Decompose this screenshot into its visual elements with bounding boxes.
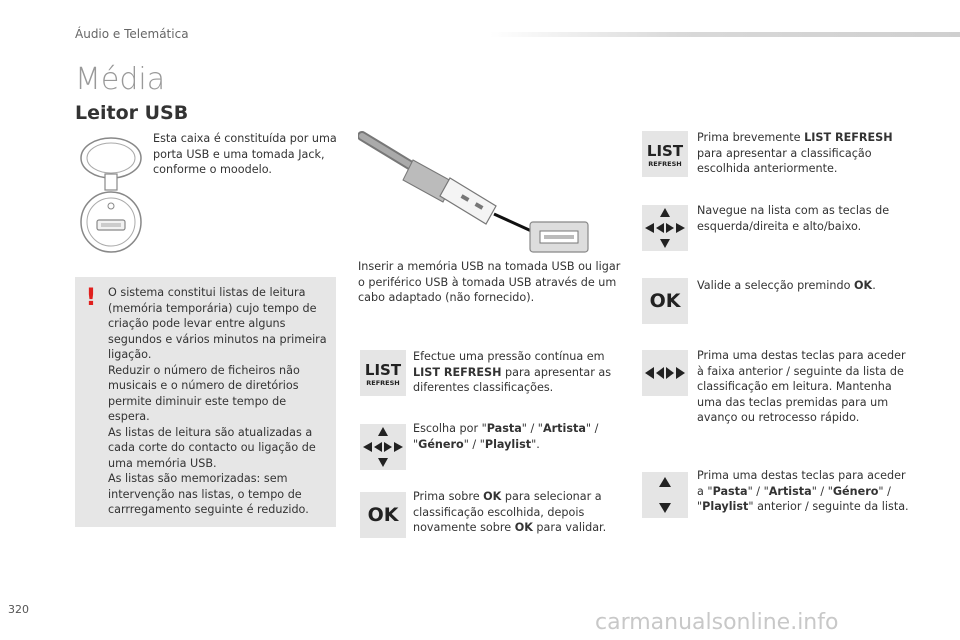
middle-list-refresh-text bbox=[413, 349, 618, 396]
ok-key-right bbox=[642, 278, 688, 324]
text-bold: OK bbox=[854, 279, 873, 292]
usb-box-illustration bbox=[76, 134, 146, 258]
text-part: . bbox=[872, 279, 876, 292]
warning-paragraph-3: As listas de leitura são atualizadas a cada corte do contacto ou ligação de uma memória USB. bbox=[108, 425, 316, 470]
refresh-label: REFRESH bbox=[366, 379, 400, 387]
four-way-arrows-icon bbox=[643, 206, 687, 250]
text-bold: OK bbox=[514, 521, 533, 534]
text-bold: Género bbox=[418, 437, 464, 451]
text-bold: Playlist bbox=[484, 437, 532, 451]
text-part: ". bbox=[531, 437, 540, 451]
four-way-arrows-icon bbox=[361, 425, 405, 469]
right-list-refresh-text bbox=[697, 130, 902, 177]
text-bold: Artista bbox=[768, 484, 812, 498]
ok-key bbox=[360, 492, 406, 538]
text-part: " / " bbox=[521, 422, 543, 435]
right-lr-keys-text: Prima uma destas teclas para aceder à faixa anterior / seguinte da lista de classificação em leitura. Mantenha uma das teclas premidas para um avanço ou retrocesso rápido. bbox=[697, 349, 906, 424]
text-part: " / " bbox=[747, 484, 769, 498]
list-refresh-key-right bbox=[642, 131, 688, 177]
four-way-arrow-key bbox=[360, 424, 406, 470]
warning-paragraph-2: Reduzir o número de ficheiros não musicais e o número de diretórios permite diminuir este tempo de espera. bbox=[108, 363, 300, 423]
text-part: para apresentar a classificação escolhida anteriormente. bbox=[697, 146, 872, 175]
text-part: para apresentar as diferentes classificações. bbox=[413, 365, 612, 394]
right-ud-keys-text bbox=[697, 468, 909, 515]
text-bold: Género bbox=[832, 484, 879, 498]
up-down-arrows-icon bbox=[653, 473, 677, 517]
ok-label: OK bbox=[367, 504, 399, 526]
text-part: " / " bbox=[463, 437, 485, 451]
left-right-arrow-key bbox=[642, 350, 688, 396]
text-part: para selecionar a classificação escolhida, depois novamente sobre bbox=[413, 490, 602, 534]
list-refresh-key bbox=[360, 350, 406, 396]
subsection-title: Leitor USB bbox=[75, 102, 189, 124]
text-bold: LIST REFRESH bbox=[804, 131, 893, 144]
warning-paragraph-4: As listas são memorizadas: sem intervenção nas listas, o tempo de carrregamento seguinte é reduzido. bbox=[108, 472, 309, 516]
text-part: Valide a selecção premindo bbox=[697, 279, 855, 292]
ok-label: OK bbox=[649, 290, 681, 312]
text-part: " anterior / seguinte da lista. bbox=[748, 500, 909, 513]
text-bold: Playlist bbox=[702, 500, 749, 513]
warning-paragraph-1: O sistema constitui listas de leitura (memória temporária) cujo tempo de criação pode levar entre alguns segundos e vários minutos na primeira ligação. bbox=[108, 286, 327, 361]
page-number: 320 bbox=[8, 603, 29, 616]
middle-choose-text bbox=[413, 421, 618, 452]
text-part: Prima sobre bbox=[413, 490, 484, 503]
text-part: " / " bbox=[413, 422, 599, 451]
refresh-label: REFRESH bbox=[648, 160, 682, 168]
text-bold: Artista bbox=[542, 422, 586, 435]
four-way-arrow-key-right bbox=[642, 205, 688, 251]
usb-cable-illustration bbox=[358, 130, 594, 258]
text-bold: LIST REFRESH bbox=[413, 365, 502, 379]
warning-icon: ! bbox=[85, 283, 97, 311]
watermark: carmanualsonline.info bbox=[595, 610, 839, 635]
header-rule bbox=[490, 32, 960, 37]
text-part: Escolha por " bbox=[413, 422, 487, 435]
left-right-arrows-icon bbox=[643, 361, 687, 385]
text-part: para validar. bbox=[532, 521, 607, 534]
text-part: Prima uma destas teclas para aceder a " bbox=[697, 469, 906, 498]
text-bold: Pasta bbox=[712, 484, 748, 498]
header-title: Áudio e Telemática bbox=[75, 27, 189, 41]
text-part: " / " bbox=[697, 484, 891, 513]
usb-box-text: Esta caixa é constituída por uma porta USB e uma tomada Jack, conforme o moodelo. bbox=[153, 132, 337, 176]
warning-text bbox=[108, 285, 330, 518]
list-label: LIST bbox=[646, 142, 684, 160]
text-part: " / " bbox=[811, 484, 833, 498]
section-title: Média bbox=[75, 62, 166, 97]
right-navigate-text: Navegue na lista com as teclas de esquerda/direita e alto/baixo. bbox=[697, 204, 890, 233]
text-part: Prima brevemente bbox=[697, 131, 805, 144]
text-part: Efectue uma pressão contínua em bbox=[413, 350, 605, 363]
up-down-arrow-key bbox=[642, 472, 688, 518]
middle-ok-text bbox=[413, 489, 618, 536]
text-bold: OK bbox=[483, 490, 502, 503]
usb-insert-text: Inserir a memória USB na tomada USB ou ligar o periférico USB à tomada USB através de um cabo adaptado (não fornecido). bbox=[358, 260, 621, 304]
right-validate-text bbox=[697, 278, 902, 294]
list-label: LIST bbox=[364, 361, 402, 379]
text-bold: Pasta bbox=[486, 422, 522, 435]
